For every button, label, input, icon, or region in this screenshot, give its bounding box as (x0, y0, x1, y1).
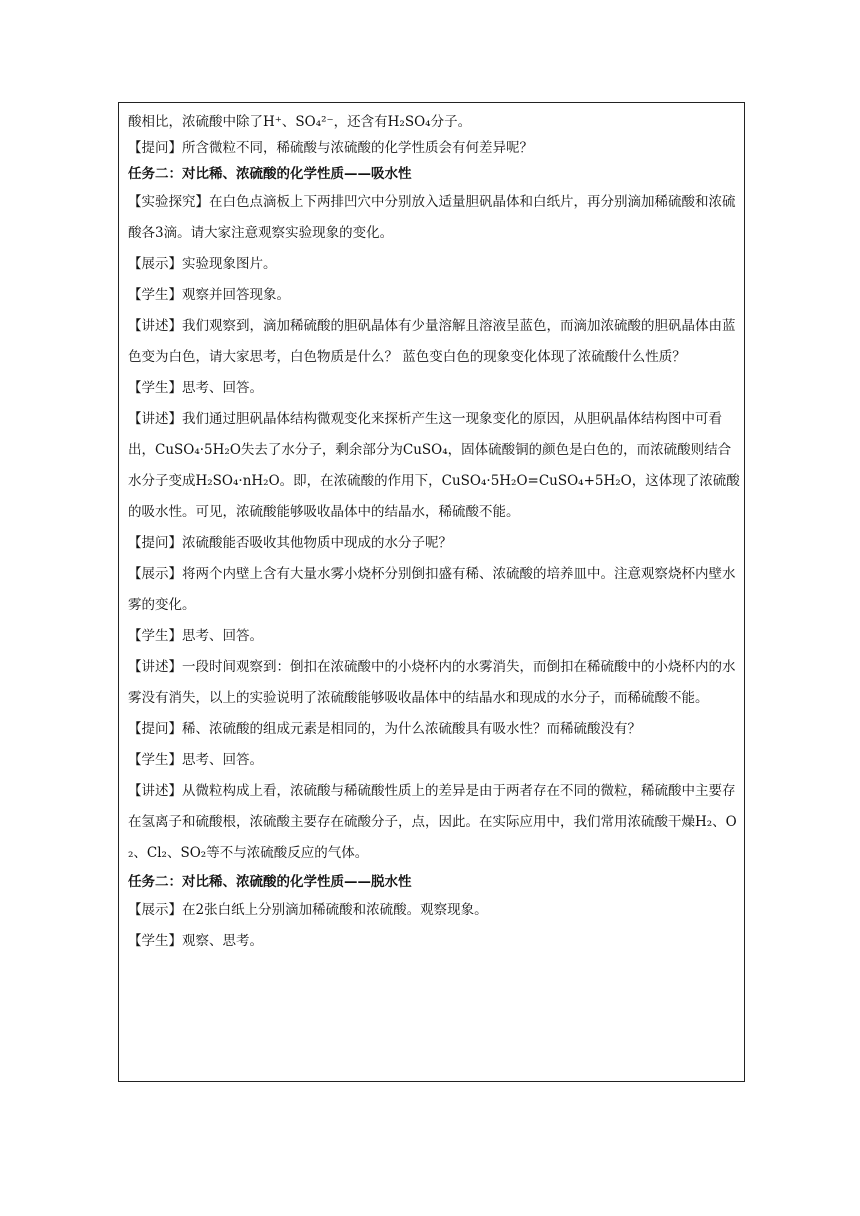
paragraph: 【展示】在2张白纸上分别滴加稀硫酸和浓硫酸。观察现象。 (128, 902, 488, 918)
paragraph: 【学生】思考、回答。 (128, 752, 263, 768)
paragraph: 【提问】稀、浓硫酸的组成元素是相同的，为什么浓硫酸具有吸水性？而稀硫酸没有？ (128, 721, 641, 737)
paragraph: 【学生】思考、回答。 (128, 628, 263, 644)
paragraph: 【学生】思考、回答。 (128, 380, 263, 396)
paragraph: 【讲述】我们观察到，滴加稀硫酸的胆矾晶体有少量溶解且溶液呈蓝色，而滴加浓硫酸的胆矾晶体由蓝色变为白色，请大家思考，白色物质是什么？ 蓝色变白色的现象变化体现了浓硫酸什么性质？ (128, 318, 736, 365)
paragraph: 【讲述】一段时间观察到：倒扣在浓硫酸中的小烧杯内的水雾消失，而倒扣在稀硫酸中的小烧杯内的水雾没有消失，以上的实验说明了浓硫酸能够吸收晶体中的结晶水和现成的水分子，而稀硫酸不能。 (128, 659, 736, 706)
paragraph: 【学生】观察、思考。 (128, 933, 263, 949)
paragraph: 【讲述】从微粒构成上看，浓硫酸与稀硫酸性质上的差异是由于两者存在不同的微粒，稀硫酸中主要存在氢离子和硫酸根，浓硫酸主要存在硫酸分子，点，因此。在实际应用中，我们常用浓硫酸干燥H₂、O₂、Cl₂、SO₂等不与浓硫酸反应的气体。 (128, 783, 737, 861)
paragraph: 酸相比，浓硫酸中除了H⁺、SO₄²⁻，还含有H₂SO₄分子。 (128, 114, 472, 130)
section-heading: 任务二：对比稀、浓硫酸的化学性质——吸水性 (128, 166, 412, 182)
document-body (128, 109, 740, 957)
paragraph: 【展示】实验现象图片。 (128, 256, 277, 272)
paragraph: 【讲述】我们通过胆矾晶体结构微观变化来探析产生这一现象变化的原因，从胆矾晶体结构图中可看出，CuSO₄·5H₂O失去了水分子，剩余部分为CuSO₄，固体硫酸铜的颜色是白色的，而浓硫酸则结合水分子变成H₂SO₄·nH₂O。即，在浓硫酸的作用下，CuSO₄·5H₂O=CuSO₄+5H₂O，这体现了浓硫酸的吸水性。可见，浓硫酸能够吸收晶体中的结晶水，稀硫酸不能。 (128, 411, 740, 520)
section-heading: 任务二：对比稀、浓硫酸的化学性质——脱水性 (128, 874, 412, 890)
paragraph: 【提问】所含微粒不同，稀硫酸与浓硫酸的化学性质会有何差异呢？ (128, 140, 533, 156)
paragraph: 【展示】将两个内壁上含有大量水雾小烧杯分别倒扣盛有稀、浓硫酸的培养皿中。注意观察烧杯内壁水雾的变化。 (128, 566, 736, 613)
paragraph: 【学生】观察并回答现象。 (128, 287, 290, 303)
paragraph: 【提问】浓硫酸能否吸收其他物质中现成的水分子呢？ (128, 535, 452, 551)
paragraph: 【实验探究】在白色点滴板上下两排凹穴中分别放入适量胆矾晶体和白纸片，再分别滴加稀硫酸和浓硫酸各3滴。请大家注意观察实验现象的变化。 (128, 194, 736, 241)
